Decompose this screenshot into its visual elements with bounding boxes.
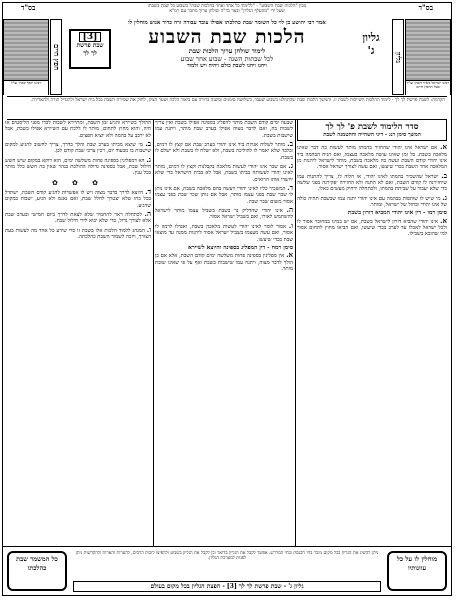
paragraph <box>297 192 447 209</box>
footer-issue-line: גליון ג' - שבת פרשת לך לך [3] - הפצת הגליון בכל מקום בעולם <box>73 581 381 592</box>
paragraph <box>5 224 151 241</box>
section-heading: סימן רמח - דין המפליג בספינה והיוצא לשיירא <box>188 244 293 251</box>
masthead-motto: אמר רבי יהושע בן לוי כל השומר שבת כהלכתו אפילו עובד עבודה זרה כדור אנוש מוחלין לו <box>128 20 326 26</box>
top-left-tag: בס"ד <box>21 3 36 12</box>
paragraph <box>5 154 151 177</box>
paragraph-text: שבעה ימים קודם השבת מותר להפליג בספינה אפילו בשבת ואין צריך לשבות בה, ואם לדבר מצוה אפילו בערב שבת מותר, ויתנה עמו שישבות בשבת. <box>155 120 293 139</box>
paragraph <box>155 119 293 139</box>
paragraph-lead: ב. <box>441 170 447 180</box>
paragraph-lead: ג. <box>442 192 447 202</box>
paragraph-text: היוצא לדרך בדבר מצוה ויש לו אפשרות להגיע קודם השבת, ישתדל בכל כחו שלא יצטרך לחלל שבת, ואם נאנס ולא הגיע, ישבות במקום שהגיע. <box>5 190 151 209</box>
masthead-center <box>63 19 391 95</box>
paragraph <box>5 141 151 155</box>
paragraph-lead: ו. <box>146 224 151 234</box>
masthead-subtitle-3: ויחנו ויחנו לשבת כולם ויהיה ויש ולמוד <box>187 63 267 69</box>
top-strip-line-1: מכון "הלכות שבת השבוע" - "ללימוד כל אחד ואחד בהלכות שבת" בשבוע כל שבת בשבתו <box>147 4 307 9</box>
paragraph-lead: ו. <box>288 220 293 230</box>
paragraph-lead: א. <box>440 215 447 225</box>
column-divider <box>295 119 296 547</box>
paragraph <box>297 170 447 193</box>
ornament-divider: ✿ ✿ ✿ <box>51 178 105 187</box>
paragraph-text: ההולך בשיירא והגיע זמן השבת, ומתיירא לשבות לבדו מפני הליסטים או חיה, והוא מחוץ לתחום, מותר לו ללכת עם השיירא אפילו בשבת, אבל לא ירכב על בהמה ולא יוציא חפצים. <box>5 120 151 139</box>
top-strip-line-2: שעל ידי "מהעלף הגליון" ובאר בד"ה שולחן ערוך מחבר עם רמ"א <box>169 9 285 15</box>
paragraph-text: אם ישראל אינו יהודי שהחזיר בהמתו מותר לעשות בה דבר שאינו מלאכה בשבת. כל זמן שאינו עושה מלאכה בעצמו, ואם הניח הבהמה ביד אינו יהודי קודם השבת ועשה בה מלאכה בשבת, מותר לישראל ליהנות מן המלאכה אחר השבת בכדי שיעשו, ואם עשה לצורך ישראל אסור. <box>297 145 447 171</box>
paragraph-text: ישראל שהשכיר בהמתו לאינו יהודי, או הלוה לו, צריך להתנות עמו שיחזירנה לו קודם השבת, ואם לא התנה ולא החזירה יפקירנה בפני שלשה כדי שלא יעבור על שביתת בהמתו, ולכתחלה ירחיק מעשים כאלו. <box>297 173 447 193</box>
newsletter-page <box>2 2 452 596</box>
paragraph-text: לכתחלה ראוי להחמיר שלא לצאת לדרך ביום חמישי ובערב שבת אלא לצורך גדול, כדי שלא יבוא לידי חילול שבת. <box>5 212 151 225</box>
paragraph-lead: ד. <box>145 187 151 197</box>
paragraph <box>155 220 293 243</box>
study-order-box <box>297 119 447 141</box>
study-order-subtitle: המשך סימן רנג - דיני השהייה וההטמנה לשבת <box>323 132 421 138</box>
paragraph <box>155 141 293 161</box>
issue-parasha: לך לך <box>83 50 97 57</box>
masthead-title: הלכות שבת השבוע <box>148 26 306 48</box>
paragraph-text: אינו יהודי שהדליק נר בשבת בשביל עצמו מותר לישראל להשתמש לאורו, ואם בשביל ישראל אסור. <box>155 208 293 221</box>
paragraph-lead: ד. <box>287 183 293 193</box>
footer-text: ניתן להשיג את הגליון בכל מקום מוכר בתי הכנסת ובתי המדרש. אפשר לקבל את הגליון בדואר וכן לקבל את הגליון בשבוע ולהפיצו לזכות הרבים, להערות והארות ולהקדשות ניתן לפנות למערכת הגליון. <box>75 551 379 562</box>
footer-badge-right: מוחלין לו על כל עוונותיו <box>387 551 447 591</box>
portrait-left-image <box>3 19 49 95</box>
paragraph-text: מי שיצא מביתו בערב שבת והלך בדרך, צריך לחשוב להגיע למקום שישבות בו מבעוד יום, ויכין צרכי שבת קודם לכן. <box>5 142 151 155</box>
issue-number: [3] <box>79 32 102 42</box>
footer-badge-left: כל המשמר שבת כהלכתו <box>7 551 67 591</box>
masthead <box>3 19 451 95</box>
paragraph-lead: ג. <box>146 154 151 164</box>
paragraph-text: אם שכר אינו יהודי לעשות מלאכה בקבלנות וקצץ לו דמים, מותר לאינו יהודי לעשותה בביתו בשבת, אבל לא בבית הישראל כדי שלא יחשדו אותו הרואים. <box>155 164 293 183</box>
paragraph-lead: ג. <box>288 161 293 171</box>
paragraph <box>5 189 151 209</box>
paragraph-text: אין מפליגין בספינה פחות משלשה ימים קודם השבת, אלא אם כן הולך לדבר מצוה, ויתנה עמו שישבות בשבת ואף על פי שאינו שובת מותר. <box>155 253 293 272</box>
section-heading: סימן רמו - דין אינו יהודי המביא דורון בשבת <box>347 210 447 217</box>
paragraph-text: אינו יהודי שהביא דורון לישראל בשבת, אם יש במינו במחובר אסור לו ולכל ישראל לאכלו עד לערב בכדי שיעשו, ואם הביאו מחוץ לתחום אסור למי שהובא בשבילו. <box>297 218 447 238</box>
gilayon-number: ג' <box>367 44 375 57</box>
column-divider <box>153 119 154 547</box>
column-right <box>297 119 447 547</box>
paragraph-lead: ב. <box>145 139 151 149</box>
paragraph-text: אסור לומר לאינו יהודי לעשות מלאכה בשבת, ואפילו לרמוז לו אסור, ואם עשה מעצמו בשביל ישראל אסור ליהנות ממנה עד מוצאי שבת בכדי שיעשו. <box>155 223 293 243</box>
paragraph-lead: ב. <box>287 139 293 149</box>
column-left <box>5 119 151 547</box>
masthead-subtitle-1: לימוד שולחן ערוך הלכות שבת <box>188 47 266 55</box>
paragraph-text: המשכיר כליו לאינו יהודי ויעשה בהם מלאכה בשבת, אם אינו נותן לו שכר שבת בפני עצמו מותר, אבל אם נותן שכר שבת בפני עצמו אסור משום שכר שבת. <box>155 186 293 205</box>
paragraph-lead: ה. <box>286 205 293 215</box>
paragraph <box>155 252 293 272</box>
portrait-right-image <box>405 19 451 95</box>
study-order-title: סדר הלימוד לשבת פ' לך לך <box>325 122 419 132</box>
portrait-right-caption: רבינו ישראל מאיר הכהן זצ"ל בעל החפץ חיים <box>406 80 450 95</box>
top-right-tag: בס"ד <box>418 3 433 12</box>
paragraph-text: הא דמפליגין בספינה פחות משלשה ימים, הוא דוקא במקום שיש חשש חילול שבת, אבל בספינה גדולה ההולכת בנהר שאין בה חשש כלל מותר בכל ענין. <box>5 157 151 177</box>
column-middle <box>155 119 293 547</box>
footer <box>3 546 451 595</box>
paragraph-lead: א. <box>286 250 293 260</box>
paragraph <box>297 215 447 238</box>
paragraph <box>155 163 293 183</box>
intro-paragraph: הקדמה: לשבת פרשת לך לך - לימוד ההלכות השייכות לשבת זו, והמשך הלכות שבת שהתחלנו בשבוע שעבר, בשלושה סימנים ומשנה ברורה עם ביאור הלכה ושער הציון, לחזק את שמירת השבת בכל בית ישראל ולהגדיל תורה ולהאדירה. <box>7 96 447 120</box>
side-tag-left: חפץ חיים <box>50 19 62 95</box>
paragraph <box>297 144 447 170</box>
masthead-subtitle-2: לכל שבתות השנה - שבוע אחר שבוע <box>180 55 274 63</box>
paragraph <box>155 185 293 205</box>
paragraph-lead: א. <box>440 142 447 152</box>
paragraph <box>5 211 151 225</box>
paragraph-lead: ה. <box>144 209 151 219</box>
paragraph-text: מותר לשלוח אגרות ביד אינו יהודי בערב שבת אם קצץ לו דמים, ובלבד שלא יאמר לו להוליכה בשבת, ולא ישלח לו בשבת ולא ישלם לו בשבת. <box>155 142 293 161</box>
article-columns <box>7 119 447 547</box>
paragraph <box>5 119 151 139</box>
portrait-left-caption: רבינו יוסף קארו זצ"ל <box>4 80 48 95</box>
side-tag-right: גליון <box>392 19 404 95</box>
paragraph-text: מי שיש לו שותפות בבהמה עם אינו יהודי יתנה עמו שבשבת תהיה כולה של אינו יהודי ובחול של ישראל, ומותר. <box>297 195 447 209</box>
paragraph-text: המנהג ללמוד הלכות אלו בשבת זו כדי שידע כל אחד מה לעשות בעת הצורך, ויזכה לשמור השבת כהלכתה. <box>5 227 151 241</box>
gilayon-label: גליון <box>362 31 380 44</box>
issue-label: שבת פרשת <box>76 42 104 49</box>
paragraph <box>155 207 293 221</box>
